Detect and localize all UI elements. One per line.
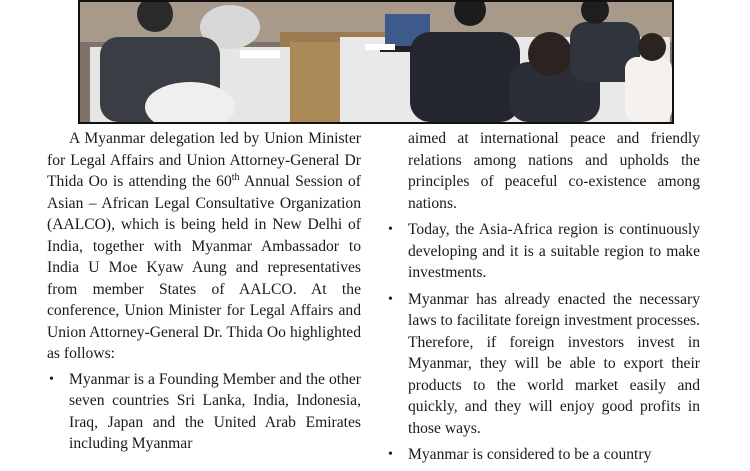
conference-photo [78,0,674,124]
bullet-text: Today, the Asia-Africa region is continuously developing and it is a suitable region to make investments. [408,221,700,281]
conference-photo-illustration [80,2,672,122]
bullet-icon: • [388,291,393,307]
bullet-text: Myanmar has already enacted the necessary laws to facilitate foreign investment processes. Therefore, if foreign investors invest in Myanmar, they will be able to export their products to the world market easily and quickly, and they will enjoy good profits in those ways. [408,290,700,437]
bullet-icon: • [388,222,393,237]
right-column [386,128,700,471]
intro-paragraph [47,128,361,365]
bullet-item [386,289,700,440]
bullet-continuation [386,128,700,214]
bullet-text: Myanmar is a Founding Member and the other seven countries Sri Lanka, India, Indonesia, Iraq, Japan and the United Arab Emirates including Myanmar [69,370,361,452]
bullet-icon: • [49,371,54,387]
bullet-continuation-text: aimed at international peace and friendly relations among nations and upholds the principles of peaceful co-existence among nations. [408,130,700,212]
bullet-item [386,219,700,284]
left-column [47,128,361,460]
ordinal-superscript: th [231,171,240,183]
intro-text-part-2: Annual Session of Asian – African Legal Consultative Organization (AALCO), which is being held in New Delhi of India, together with Myanmar Ambassador to India U Moe Kyaw Aung and representatives from member States of AALCO. At the conference, Union Minister for Legal Affairs and Union Attorney-General Dr. Thida Oo highlighted as follows: [47,173,361,362]
bullet-item [386,444,700,466]
bullet-text: Myanmar is considered to be a country [408,446,652,463]
bullet-item [47,369,361,455]
bullet-icon: • [388,447,393,462]
intro-text-part-1: A Myanmar delegation led by Union Minister for Legal Affairs and Union Attorney-General Dr Thida Oo is attending the 60 [47,130,361,190]
